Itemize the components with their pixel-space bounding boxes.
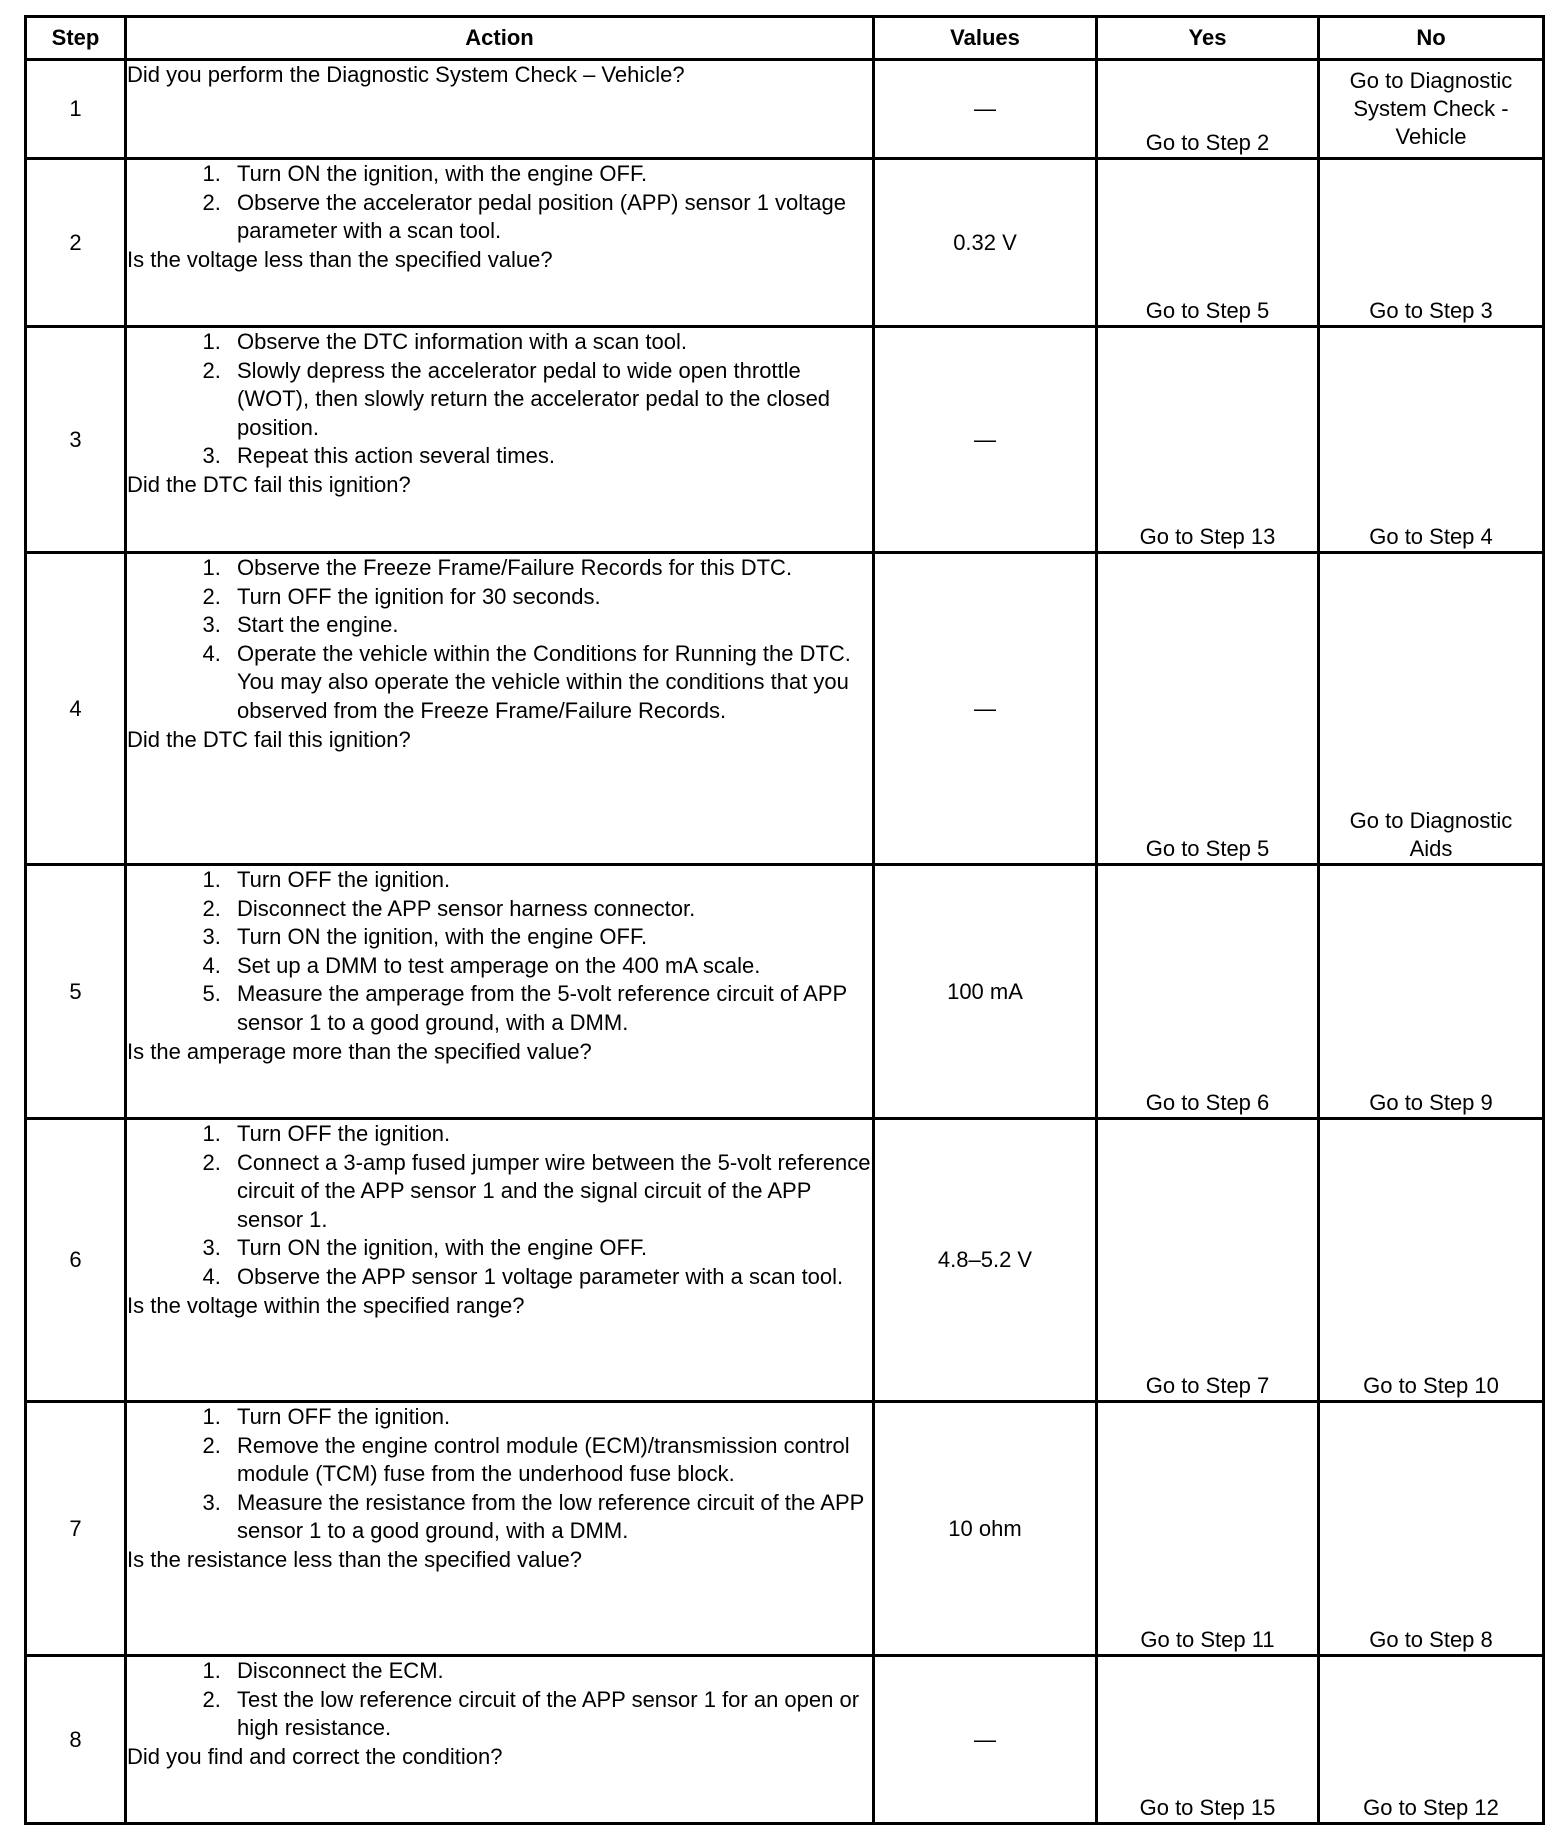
action-cell [126, 553, 874, 865]
step-number: 2 [26, 159, 126, 327]
step-number: 1 [26, 60, 126, 159]
no-cell: Go to Step 8 [1319, 1402, 1544, 1656]
substep: 2. Turn OFF the ignition for 30 seconds. [227, 583, 872, 612]
substep: 2. Remove the engine control module (ECM)/transmission control module (TCM) fuse from the underhood fuse block. [227, 1432, 872, 1489]
yes-cell: Go to Step 5 [1097, 159, 1319, 327]
action-cell [126, 865, 874, 1119]
substep: 2. Observe the accelerator pedal position (APP) sensor 1 voltage parameter with a scan tool. [227, 189, 872, 246]
step-number: 7 [26, 1402, 126, 1656]
action-question: Did you perform the Diagnostic System Check – Vehicle? [127, 62, 685, 87]
header-step: Step [26, 17, 126, 60]
yes-cell: Go to Step 5 [1097, 553, 1319, 865]
yes-cell: Go to Step 15 [1097, 1656, 1319, 1824]
substep: 3. Turn ON the ignition, with the engine OFF. [227, 1234, 872, 1263]
substep: 3. Turn ON the ignition, with the engine OFF. [227, 923, 872, 952]
step-number: 3 [26, 327, 126, 553]
table-row [26, 60, 1544, 159]
substep-list [127, 1403, 872, 1546]
header-values: Values [874, 17, 1097, 60]
no-cell: Go to Step 4 [1319, 327, 1544, 553]
substep: 2. Slowly depress the accelerator pedal to wide open throttle (WOT), then slowly return the accelerator pedal to the closed position. [227, 357, 872, 443]
substep: 4. Operate the vehicle within the Conditions for Running the DTC. You may also operate the vehicle within the conditions that you observed from the Freeze Frame/Failure Records. [227, 640, 872, 726]
value-cell: 100 mA [874, 865, 1097, 1119]
substep: 1. Observe the Freeze Frame/Failure Records for this DTC. [227, 554, 872, 583]
substep-list [127, 1657, 872, 1743]
action-question: Did the DTC fail this ignition? [127, 471, 411, 497]
yes-cell: Go to Step 11 [1097, 1402, 1319, 1656]
action-question: Did the DTC fail this ignition? [127, 726, 411, 752]
no-cell: Go to Step 9 [1319, 865, 1544, 1119]
value-cell: 10 ohm [874, 1402, 1097, 1656]
action-cell [126, 159, 874, 327]
yes-cell: Go to Step 6 [1097, 865, 1319, 1119]
action-question: Is the amperage more than the specified value? [127, 1038, 592, 1064]
table-row [26, 327, 1544, 553]
header-row [26, 17, 1544, 60]
table-row [26, 159, 1544, 327]
value-cell: 0.32 V [874, 159, 1097, 327]
value-cell: — [874, 553, 1097, 865]
substep: 1. Turn OFF the ignition. [227, 1403, 872, 1432]
table-row [26, 865, 1544, 1119]
action-question: Is the voltage less than the specified value? [127, 246, 553, 272]
yes-cell: Go to Step 13 [1097, 327, 1319, 553]
substep: 3. Measure the resistance from the low reference circuit of the APP sensor 1 to a good ground, with a DMM. [227, 1489, 872, 1546]
table-row [26, 1119, 1544, 1402]
step-number: 5 [26, 865, 126, 1119]
header-yes: Yes [1097, 17, 1319, 60]
substep: 2. Test the low reference circuit of the APP sensor 1 for an open or high resistance. [227, 1686, 872, 1743]
substep: 2. Connect a 3-amp fused jumper wire between the 5-volt reference circuit of the APP sensor 1 and the signal circuit of the APP sensor 1. [227, 1149, 872, 1235]
substep: 1. Disconnect the ECM. [227, 1657, 872, 1686]
substep: 3. Start the engine. [227, 611, 872, 640]
substep-list [127, 554, 872, 726]
no-cell: Go to Step 10 [1319, 1119, 1544, 1402]
yes-cell: Go to Step 2 [1097, 60, 1319, 159]
substep: 3. Repeat this action several times. [227, 442, 872, 471]
step-number: 4 [26, 553, 126, 865]
substep: 1. Turn ON the ignition, with the engine OFF. [227, 160, 872, 189]
substep: 1. Turn OFF the ignition. [227, 1120, 872, 1149]
step-number: 8 [26, 1656, 126, 1824]
header-no: No [1319, 17, 1544, 60]
substep: 2. Disconnect the APP sensor harness connector. [227, 895, 872, 924]
yes-cell: Go to Step 7 [1097, 1119, 1319, 1402]
no-text: Go to Diagnostic Aids [1349, 808, 1513, 861]
value-cell: — [874, 327, 1097, 553]
substep: 5. Measure the amperage from the 5-volt reference circuit of APP sensor 1 to a good ground, with a DMM. [227, 980, 872, 1037]
action-cell [126, 1656, 874, 1824]
no-cell: Go to Step 12 [1319, 1656, 1544, 1824]
action-question: Did you find and correct the condition? [127, 1743, 503, 1769]
substep: 1. Turn OFF the ignition. [227, 866, 872, 895]
substep-list [127, 328, 872, 471]
action-question: Is the resistance less than the specified value? [127, 1546, 582, 1572]
action-cell [126, 1402, 874, 1656]
substep-list [127, 866, 872, 1038]
substep: 1. Observe the DTC information with a scan tool. [227, 328, 872, 357]
substep: 4. Observe the APP sensor 1 voltage parameter with a scan tool. [227, 1263, 872, 1292]
substep: 4. Set up a DMM to test amperage on the 400 mA scale. [227, 952, 872, 981]
value-cell: 4.8–5.2 V [874, 1119, 1097, 1402]
substep-list [127, 160, 872, 246]
action-cell [126, 60, 874, 159]
no-text: Go to Diagnostic System Check - Vehicle [1349, 68, 1513, 149]
value-cell: — [874, 1656, 1097, 1824]
step-number: 6 [26, 1119, 126, 1402]
table-row [26, 1402, 1544, 1656]
action-question: Is the voltage within the specified range? [127, 1292, 525, 1318]
table-row [26, 1656, 1544, 1824]
header-action: Action [126, 17, 874, 60]
no-cell [1319, 60, 1544, 159]
value-cell: — [874, 60, 1097, 159]
action-cell [126, 327, 874, 553]
no-cell: Go to Step 3 [1319, 159, 1544, 327]
no-cell [1319, 553, 1544, 865]
action-cell [126, 1119, 874, 1402]
table-row [26, 553, 1544, 865]
substep-list [127, 1120, 872, 1292]
diagnostic-table [24, 15, 1545, 1825]
